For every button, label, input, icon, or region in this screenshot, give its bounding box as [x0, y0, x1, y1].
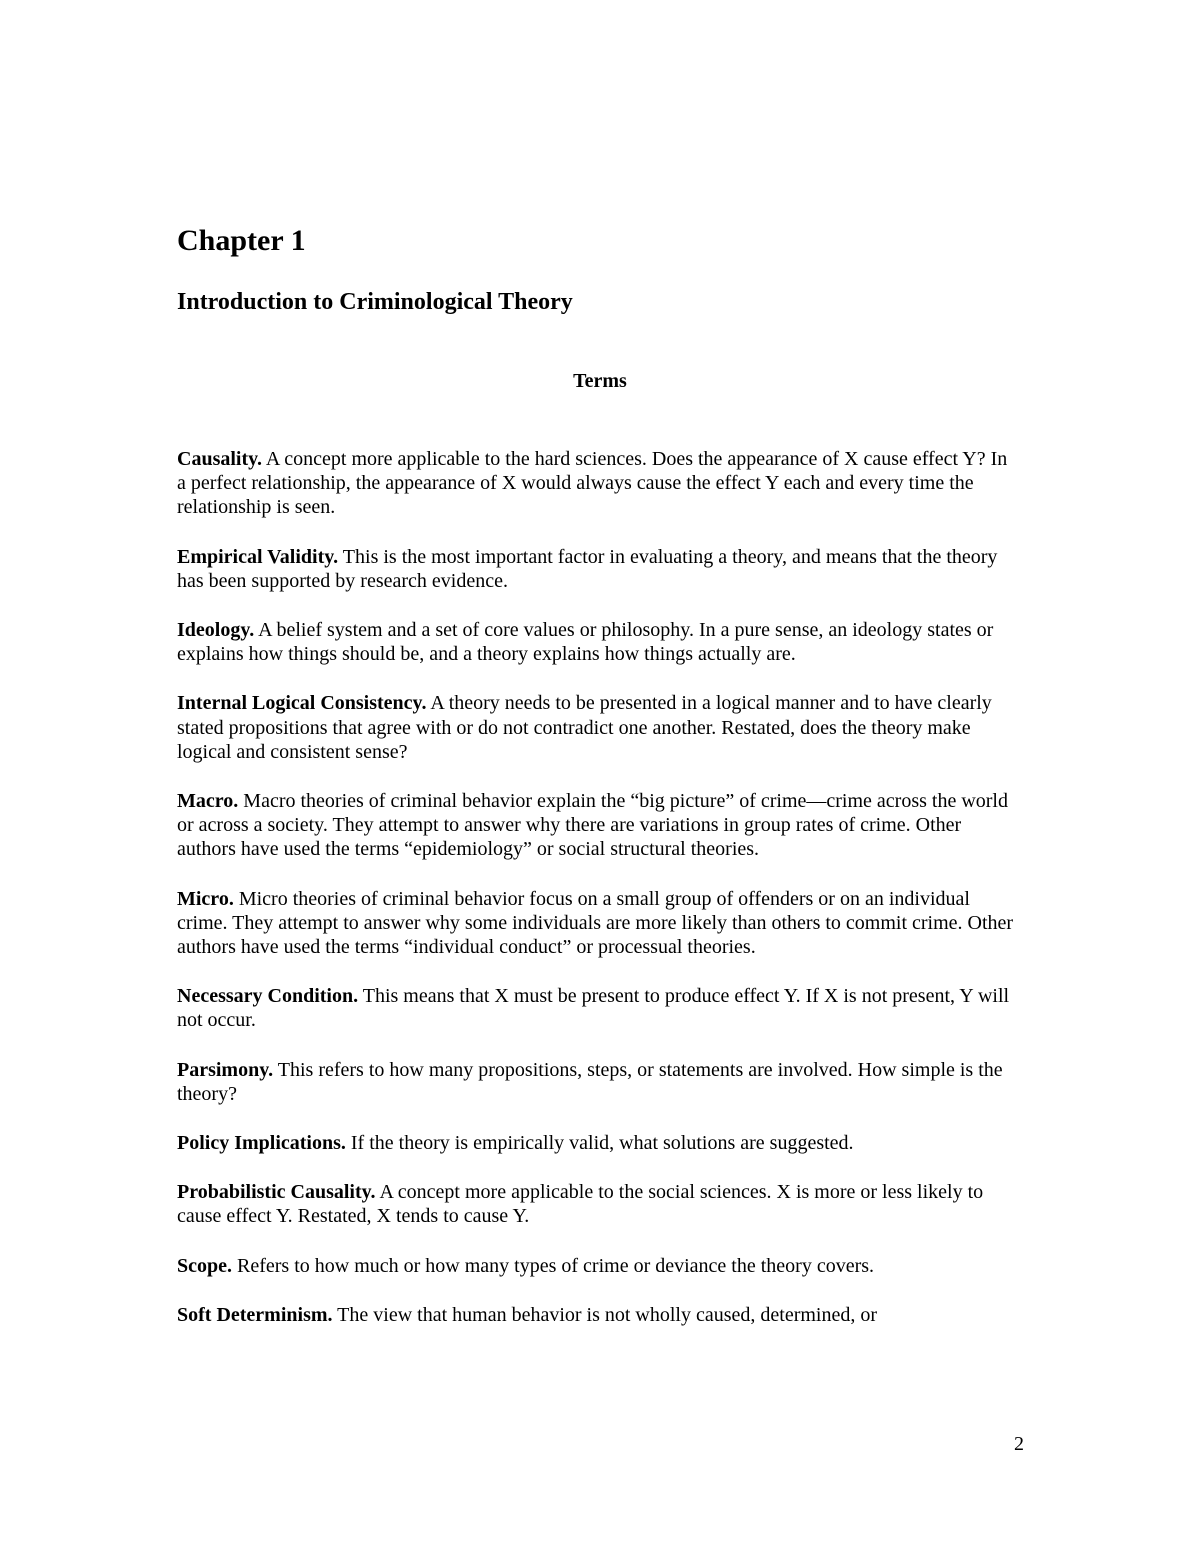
term-definition: A concept more applicable to the hard sciences. Does the appearance of X cause effect Y? In a perfect relationship, the appearance of X would always cause the effect Y each and every time the relationship is seen. — [177, 448, 1008, 519]
term-definition: If the theory is empirically valid, what solutions are suggested. — [345, 1132, 854, 1155]
term-definition: This is the most important factor in evaluating a theory, and means that the theory has been supported by research evidence. — [177, 545, 998, 592]
term-necessary-condition — [177, 984, 1017, 1032]
term-probabilistic-causality — [177, 1180, 1017, 1228]
term-name: Probabilistic Causality. — [177, 1181, 376, 1204]
term-definition: This refers to how many propositions, steps, or statements are involved. How simple is the theory? — [177, 1058, 1003, 1105]
term-definition: A concept more applicable to the social sciences. X is more or less likely to cause effect Y. Restated, X tends to cause Y. — [177, 1181, 984, 1228]
term-name: Causality. — [177, 448, 263, 470]
term-name: Parsimony. — [177, 1058, 274, 1081]
term-name: Ideology. — [177, 619, 255, 642]
term-definition: A theory needs to be presented in a logical manner and to have clearly stated propositions that agree with or do not contradict one another. Restated, does the theory make logical and consistent sense? — [177, 692, 992, 763]
term-definition: This means that X must be present to produce effect Y. If X is not present, Y will not occur. — [177, 985, 1010, 1032]
term-causality — [177, 447, 1017, 520]
term-internal-logical-consistency — [177, 691, 1017, 764]
terms-list — [177, 447, 1017, 1352]
term-name: Necessary Condition. — [177, 985, 359, 1008]
term-scope — [177, 1254, 1017, 1278]
term-macro — [177, 789, 1017, 862]
term-definition: Refers to how much or how many types of crime or deviance the theory covers. — [232, 1254, 875, 1277]
term-name: Soft Determinism. — [177, 1303, 333, 1326]
term-name: Empirical Validity. — [177, 545, 339, 568]
chapter-title: Introduction to Criminological Theory — [177, 289, 573, 315]
term-name: Internal Logical Consistency. — [177, 692, 427, 715]
page-number: 2 — [1014, 1433, 1024, 1455]
term-ideology — [177, 618, 1017, 666]
term-empirical-validity — [177, 545, 1017, 593]
term-definition: Micro theories of criminal behavior focus on a small group of offenders or on an individual crime. They attempt to answer why some individuals are more likely than others to commit crime. Other authors have used the terms “individual conduct” or processual theories. — [177, 887, 1014, 959]
section-heading: Terms — [573, 370, 627, 392]
term-micro — [177, 887, 1017, 960]
term-definition: Macro theories of criminal behavior explain the “big picture” of crime—crime across the world or across a society. They attempt to answer why there are variations in group rates of crime. Other authors have used the terms “epidemiology” or social structural theories. — [177, 790, 1008, 861]
term-parsimony — [177, 1058, 1017, 1106]
term-definition: The view that human behavior is not wholly caused, determined, or — [332, 1303, 878, 1326]
term-name: Policy Implications. — [177, 1132, 346, 1155]
term-policy-implications — [177, 1131, 1017, 1155]
term-name: Micro. — [177, 887, 234, 910]
term-name: Macro. — [177, 790, 239, 813]
chapter-heading: Chapter 1 — [177, 224, 306, 257]
term-definition: A belief system and a set of core values or philosophy. In a pure sense, an ideology states or explains how things should be, and a theory explains how things actually are. — [177, 619, 994, 666]
term-name: Scope. — [177, 1254, 232, 1277]
term-soft-determinism — [177, 1303, 1017, 1327]
